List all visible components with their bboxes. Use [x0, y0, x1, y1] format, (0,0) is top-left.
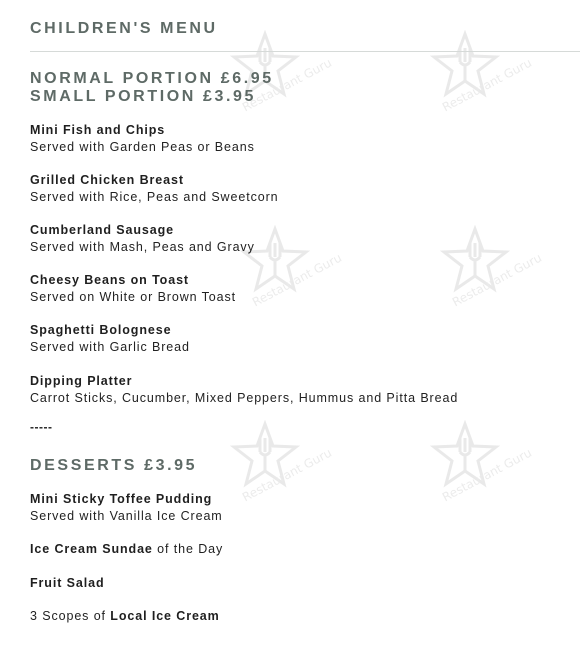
item-name: Spaghetti Bolognese: [30, 323, 172, 337]
menu-item: [30, 222, 255, 256]
watermark: [430, 420, 550, 520]
fork-star-icon: [430, 30, 500, 100]
item-description: Served with Rice, Peas and Sweetcorn: [30, 190, 279, 204]
item-description: Carrot Sticks, Cucumber, Mixed Peppers, Hummus and Pitta Bread: [30, 391, 459, 405]
item-name: Mini Sticky Toffee Pudding: [30, 492, 213, 506]
fork-star-icon: [440, 225, 510, 295]
menu-item: [30, 322, 190, 356]
item-name: Local Ice Cream: [110, 609, 220, 623]
menu-title: CHILDREN'S MENU: [30, 20, 218, 37]
watermark-text: Restaurant Guru: [440, 445, 534, 505]
fork-star-icon: [430, 420, 500, 490]
item-description: of the Day: [152, 542, 224, 556]
menu-item: [30, 373, 458, 407]
item-name: Mini Fish and Chips: [30, 123, 166, 137]
watermark: [430, 30, 550, 130]
item-name: Cumberland Sausage: [30, 223, 175, 237]
item-name: Fruit Salad: [30, 576, 105, 590]
watermark-text: Restaurant Guru: [440, 55, 534, 115]
watermark: [440, 225, 560, 325]
normal-portion-price: NORMAL PORTION £6.95: [30, 70, 274, 87]
item-name: Grilled Chicken Breast: [30, 173, 184, 187]
title-divider: [30, 51, 580, 52]
item-description: Served with Garlic Bread: [30, 340, 190, 354]
dessert-item-ice-cream: [30, 609, 220, 623]
item-name: Cheesy Beans on Toast: [30, 273, 189, 287]
fork-star-icon: [230, 420, 300, 490]
item-description: Served with Garden Peas or Beans: [30, 140, 255, 154]
item-description: 3 Scopes of: [30, 609, 111, 623]
watermark: [230, 420, 350, 520]
watermark-text: Restaurant Guru: [450, 250, 544, 310]
menu-item: [30, 272, 236, 306]
item-description: Served with Vanilla Ice Cream: [30, 509, 223, 523]
item-description: Served with Mash, Peas and Gravy: [30, 240, 255, 254]
section-separator: -----: [30, 420, 53, 434]
menu-item: [30, 172, 278, 206]
watermark: [240, 225, 360, 325]
dessert-item-sundae: [30, 542, 223, 556]
watermark-text: Restaurant Guru: [240, 55, 334, 115]
desserts-heading: DESSERTS £3.95: [30, 457, 198, 474]
item-description: Served on White or Brown Toast: [30, 290, 237, 304]
small-portion-price: SMALL PORTION £3.95: [30, 88, 257, 105]
item-name: Ice Cream Sundae: [30, 542, 153, 556]
watermark-text: Restaurant Guru: [250, 250, 344, 310]
watermark-text: Restaurant Guru: [240, 445, 334, 505]
dessert-item-fruit-salad: [30, 576, 105, 590]
menu-item: [30, 122, 255, 156]
item-name: Dipping Platter: [30, 374, 133, 388]
dessert-item: [30, 491, 223, 525]
